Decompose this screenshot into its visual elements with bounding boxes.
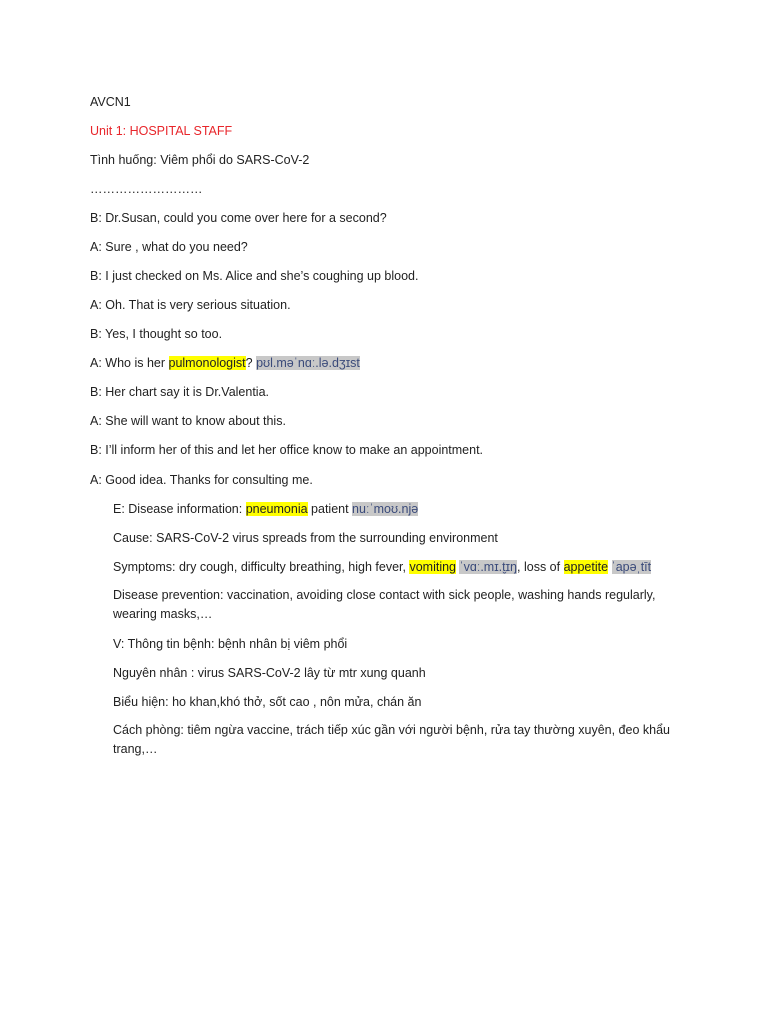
symptoms-space-2 <box>608 560 611 574</box>
highlight-pulmonologist: pulmonologist <box>168 356 246 370</box>
disease-info-line <box>113 501 418 517</box>
dialogue-line-2: A: Sure , what do you need? <box>90 240 248 254</box>
cause-line: Cause: SARS-CoV-2 virus spreads from the surrounding environment <box>113 531 498 545</box>
vietnamese-symptoms-line: Biểu hiện: ho khan,khó thở, sốt cao , nôn mửa, chán ăn <box>113 695 422 709</box>
dialogue-line-7: B: Her chart say it is Dr.Valentia. <box>90 385 269 399</box>
dialogue-line-pulmonologist <box>90 355 360 371</box>
dialogue-line-4: A: Oh. That is very serious situation. <box>90 298 291 312</box>
situation-line: Tình huống: Viêm phổi do SARS-CoV-2 <box>90 153 310 167</box>
symptoms-middle: , loss of <box>517 560 564 574</box>
dialogue-line-5: B: Yes, I thought so too. <box>90 327 223 341</box>
unit-title: Unit 1: HOSPITAL STAFF <box>90 124 233 138</box>
highlight-pneumonia: pneumonia <box>245 502 308 516</box>
vietnamese-cause-line: Nguyên nhân : virus SARS-CoV-2 lây từ mtr xung quanh <box>113 666 426 680</box>
dialogue-line-9: B: I’ll inform her of this and let her office know to make an appointment. <box>90 443 484 457</box>
disease-prefix: E: Disease information: <box>113 502 246 516</box>
ipa-pulmonologist: pʊl.məˈnɑː.lə.dʒɪst <box>256 356 360 370</box>
dialogue-line-1: B: Dr.Susan, could you come over here for a second? <box>90 211 387 225</box>
ipa-appetite: ˈapəˌtīt <box>611 560 652 574</box>
prevention-line: Disease prevention: vaccination, avoiding close contact with sick people, washing hands regularly, wearing masks,… <box>113 588 656 621</box>
pulmonologist-prefix: A: Who is her <box>90 356 169 370</box>
document-heading: AVCN1 <box>90 95 131 109</box>
dialogue-line-10: A: Good idea. Thanks for consulting me. <box>90 473 313 487</box>
pulmonologist-mark: ? <box>245 356 257 370</box>
highlight-vomiting: vomiting <box>409 560 456 574</box>
ipa-vomiting: ˈvɑː.mɪ.t̬ɪŋ <box>459 560 518 574</box>
dialogue-line-8: A: She will want to know about this. <box>90 414 286 428</box>
ipa-pneumonia: nuːˈmoʊ.njə <box>352 502 419 516</box>
vietnamese-prevention-line: Cách phòng: tiêm ngừa vaccine, trách tiếp xúc gần với người bệnh, rửa tay thường xuyên, đeo khẩu trang,… <box>113 723 670 756</box>
dots-separator: ……………………… <box>90 182 203 196</box>
symptoms-prefix: Symptoms: dry cough, difficulty breathing, high fever, <box>113 560 410 574</box>
highlight-appetite: appetite <box>563 560 609 574</box>
dialogue-line-3: B: I just checked on Ms. Alice and she’s coughing up blood. <box>90 269 419 283</box>
disease-middle: patient <box>307 502 353 516</box>
symptoms-line <box>113 559 651 575</box>
vietnamese-info-line: V: Thông tin bệnh: bệnh nhân bị viêm phổi <box>113 637 348 651</box>
